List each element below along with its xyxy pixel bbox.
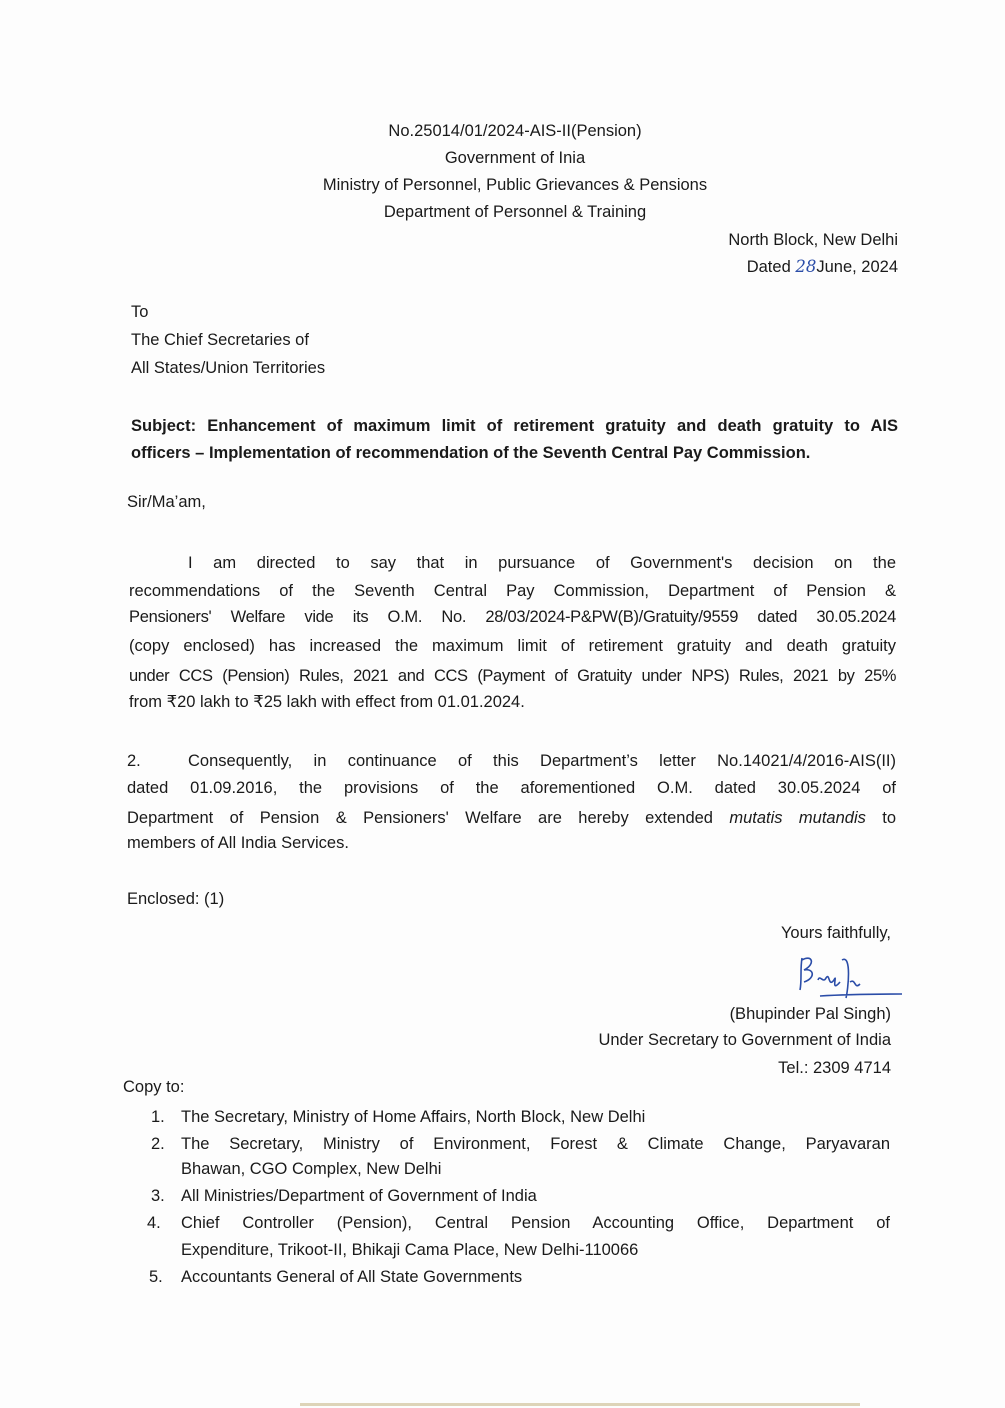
- subject-line: Subject: Enhancement of maximum limit of retirement gratuity and death gratuity to AIS: [131, 417, 898, 435]
- copy-to-item: All Ministries/Department of Government of India: [181, 1187, 537, 1205]
- copy-to-item: Bhawan, CGO Complex, New Delhi: [181, 1160, 442, 1178]
- to-label: To: [131, 303, 149, 321]
- copy-to-item: The Secretary, Ministry of Home Affairs, North Block, New Delhi: [181, 1108, 646, 1126]
- paragraph-1-line: Pensioners' Welfare vide its O.M. No. 28/03/2024-P&PW(B)/Gratuity/9559 dated 30.05.2024: [129, 608, 896, 626]
- paragraph-2-line: dated 01.09.2016, the provisions of the aforementioned O.M. dated 30.05.2024 of: [127, 779, 896, 797]
- signature-image: [790, 950, 905, 1000]
- copy-to-heading: Copy to:: [123, 1078, 185, 1096]
- paragraph-1-line: under CCS (Pension) Rules, 2021 and CCS (Payment of Gratuity under NPS) Rules, 2021 by 25%: [129, 667, 896, 685]
- copy-to-number: 4.: [147, 1214, 161, 1232]
- ministry-name: Ministry of Personnel, Public Grievances & Pensions: [322, 176, 708, 194]
- copy-to-item: Chief Controller (Pension), Central Pension Accounting Office, Department of: [181, 1214, 890, 1232]
- paragraph-1-line: I am directed to say that in pursuance of Government's decision on the: [188, 554, 896, 572]
- paragraph-2-text: Department of Pension & Pensioners' Welfare are hereby extended: [127, 809, 713, 827]
- copy-to-number: 5.: [149, 1268, 163, 1286]
- paragraph-2-italic-text: mutatis mutandis: [729, 809, 866, 827]
- paragraph-2-line: Consequently, in continuance of this Department’s letter No.14021/4/2016-AIS(II): [188, 752, 896, 770]
- date: [747, 257, 898, 277]
- copy-to-item: Expenditure, Trikoot-II, Bhikaji Cama Place, New Delhi-110066: [181, 1241, 639, 1259]
- signatory-designation: Under Secretary to Government of India: [598, 1031, 891, 1049]
- date-prefix: Dated: [746, 258, 791, 276]
- page-edge-shadow: [300, 1403, 860, 1406]
- closing: Yours faithfully,: [780, 924, 891, 942]
- enclosure-note: Enclosed: (1): [127, 890, 225, 908]
- paragraph-2-number: 2.: [127, 752, 141, 770]
- paragraph-1-line: recommendations of the Seventh Central Pay Commission, Department of Pension &: [129, 582, 896, 600]
- government-name: Government of Inia: [444, 149, 586, 167]
- copy-to-number: 1.: [151, 1108, 165, 1126]
- place: North Block, New Delhi: [728, 231, 898, 249]
- copy-to-item: The Secretary, Ministry of Environment, Forest & Climate Change, Paryavaran: [181, 1135, 890, 1153]
- date-suffix: June, 2024: [816, 258, 898, 276]
- signatory-name: (Bhupinder Pal Singh): [729, 1005, 891, 1023]
- copy-to-number: 2.: [151, 1135, 165, 1153]
- paragraph-1-line: from ₹20 lakh to ₹25 lakh with effect from 01.01.2024.: [129, 693, 525, 711]
- addressee-line: All States/Union Territories: [131, 359, 326, 377]
- salutation: Sir/Ma’am,: [127, 493, 206, 511]
- department-name: Department of Personnel & Training: [383, 203, 647, 221]
- copy-to-number: 3.: [151, 1187, 165, 1205]
- paragraph-2-line: [127, 808, 896, 828]
- date-day-handwritten: 28: [795, 257, 817, 276]
- paragraph-1-line: (copy enclosed) has increased the maximum limit of retirement gratuity and death gratuity: [129, 637, 896, 655]
- copy-to-item: Accountants General of All State Governments: [181, 1268, 523, 1286]
- addressee-line: The Chief Secretaries of: [131, 331, 309, 349]
- reference-number: No.25014/01/2024-AIS-II(Pension): [388, 122, 642, 140]
- signatory-telephone: Tel.: 2309 4714: [778, 1059, 891, 1077]
- paragraph-2-line: members of All India Services.: [127, 834, 349, 852]
- subject-line: officers – Implementation of recommendation of the Seventh Central Pay Commission.: [131, 444, 811, 462]
- paragraph-2-text: to: [882, 809, 896, 827]
